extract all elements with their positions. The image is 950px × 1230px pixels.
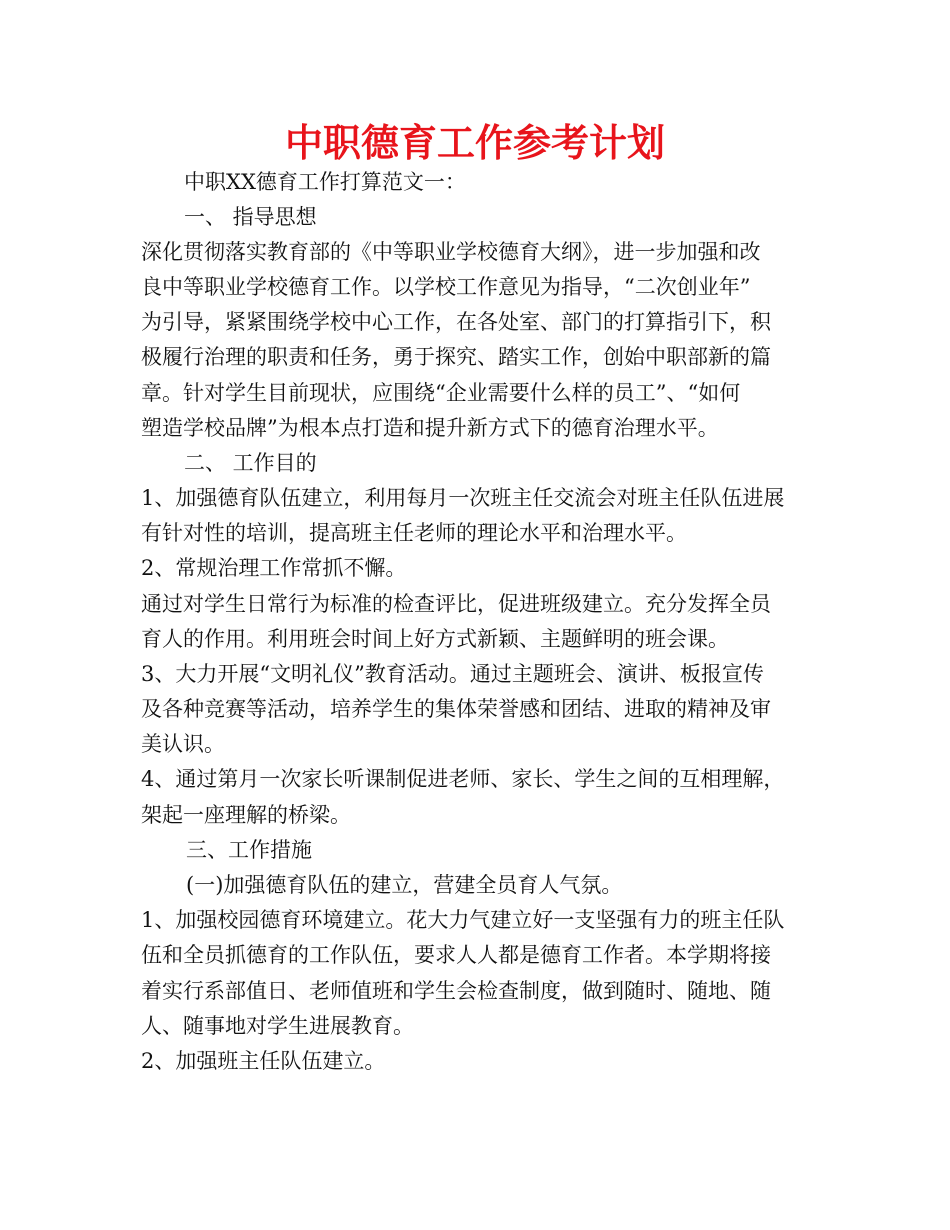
paragraph-line: 育人的作用。利用班会时间上好方式新颖、主题鲜明的班会课。 <box>141 627 729 651</box>
paragraph-line: 伍和全员抓德育的工作队伍，要求人人都是德育工作者。本学期将接 <box>141 943 771 967</box>
paragraph-line: 人、随事地对学生进展教育。 <box>141 1014 414 1038</box>
section-heading-3: 三、工作措施 <box>186 838 312 862</box>
subsection-heading: (一)加强德育队伍的建立，营建全员育人气氛。 <box>186 873 623 897</box>
document-title: 中职德育工作参考计划 <box>284 121 665 165</box>
section-heading-1: 一、 指导思想 <box>184 205 317 229</box>
paragraph-line: 通过对学生日常行为标准的检查评比，促进班级建立。充分发挥全员 <box>141 592 771 616</box>
paragraph-line: 1、加强德育队伍建立，利用每月一次班主任交流会对班主任队伍进展 <box>141 486 785 510</box>
paragraph-line: 2、常规治理工作常抓不懈。 <box>141 556 407 580</box>
paragraph-line: 1、加强校园德育环境建立。花大力气建立好一支坚强有力的班主任队 <box>141 908 785 932</box>
intro-line: 中职XX德育工作打算范文一： <box>184 170 466 194</box>
paragraph-line: 为引导，紧紧围绕学校中心工作，在各处室、部门的打算指引下，积 <box>141 310 771 334</box>
paragraph-line: 美认识。 <box>141 732 225 756</box>
paragraph-line: 塑造学校品牌”为根本点打造和提升新方式下的德育治理水平。 <box>141 416 719 440</box>
paragraph-line: 2、加强班主任队伍建立。 <box>141 1049 386 1073</box>
paragraph-line: 良中等职业学校德育工作。以学校工作意见为指导，“二次创业年” <box>141 275 751 299</box>
paragraph-line: 着实行系部值日、老师值班和学生会检查制度，做到随时、随地、随 <box>141 979 771 1003</box>
paragraph-line: 及各种竞赛等活动，培养学生的集体荣誉感和团结、进取的精神及审 <box>141 697 771 721</box>
paragraph-line: 有针对性的培训，提高班主任老师的理论水平和治理水平。 <box>141 521 687 545</box>
paragraph-line: 章。针对学生目前现状，应围绕“企业需要什么样的员工”、“如何 <box>141 381 741 405</box>
paragraph-line: 3、大力开展“文明礼仪”教育活动。通过主题班会、演讲、板报宣传 <box>141 662 764 686</box>
paragraph-line: 架起一座理解的桥梁。 <box>141 803 351 827</box>
paragraph-line: 极履行治理的职责和任务，勇于探究、踏实工作，创始中职部新的篇 <box>141 345 771 369</box>
paragraph-line: 4、通过第月一次家长听课制促进老师、家长、学生之间的互相理解， <box>141 767 785 791</box>
section-heading-2: 二、 工作目的 <box>184 451 317 475</box>
paragraph-line: 深化贯彻落实教育部的《中等职业学校德育大纲》，进一步加强和改 <box>141 240 761 264</box>
